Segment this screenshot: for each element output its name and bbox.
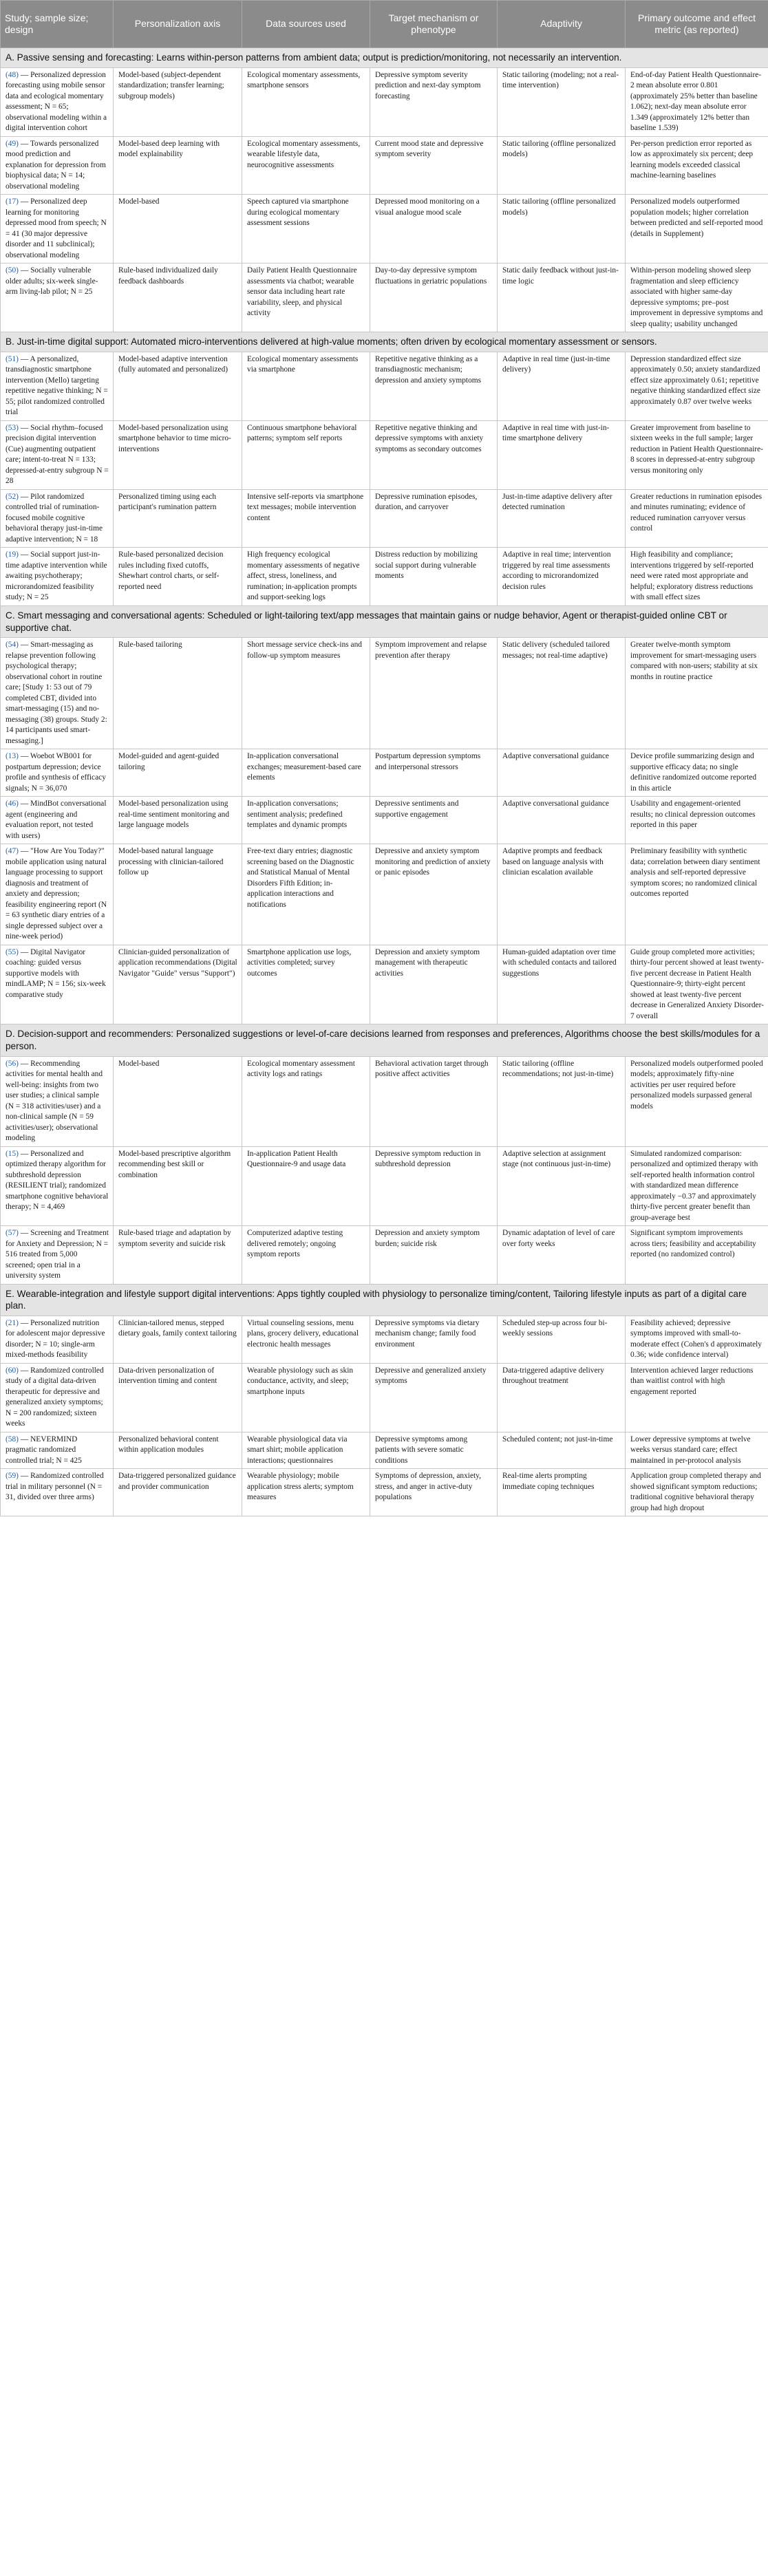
reference-link[interactable]: (19) — [6, 550, 19, 559]
target-mechanism-cell: Depressive rumination episodes, duration, and carryover — [370, 489, 498, 548]
reference-link[interactable]: (56) — [6, 1059, 19, 1068]
target-mechanism-cell: Symptoms of depression, anxiety, stress, and anger in active-duty populations — [370, 1469, 498, 1516]
study-cell — [1, 195, 114, 264]
target-mechanism-cell: Depressive symptom reduction in subthreshold depression — [370, 1146, 498, 1226]
table-row — [1, 638, 768, 749]
table-row — [1, 1146, 768, 1226]
reference-link[interactable]: (60) — [6, 1366, 19, 1375]
personalization-axis-cell: Rule-based triage and adaptation by symptom severity and suicide risk — [114, 1226, 242, 1285]
data-sources-cell: Wearable physiology such as skin conductance, activity, and sleep; smartphone inputs — [242, 1363, 370, 1432]
table-header — [1, 1, 768, 48]
personalization-axis-cell: Model-based natural language processing with clinician-tailored follow up — [114, 844, 242, 945]
study-description: — Social rhythm–focused precision digital intervention (Cue) augmenting outpatient care; intent-to-treat N = 133; depressed-at-entry subgroup N = 28 — [6, 423, 109, 486]
data-sources-cell: Free-text diary entries; diagnostic screening based on the Diagnostic and Statistical Manual of Mental Disorders Fifth Edition; in-application interactions and notifications — [242, 844, 370, 945]
adaptivity-cell: Static tailoring (offline personalized models) — [498, 136, 626, 195]
section-header-row — [1, 48, 768, 68]
header-target-mechanism: Target mechanism or phenotype — [370, 1, 498, 48]
data-sources-cell: Ecological momentary assessments, wearable lifestyle data, neurocognitive assessments — [242, 136, 370, 195]
target-mechanism-cell: Depressive and anxiety symptom monitoring and prediction of anxiety or panic episodes — [370, 844, 498, 945]
section-header-row — [1, 1284, 768, 1316]
header-primary-outcome: Primary outcome and effect metric (as reported) — [626, 1, 768, 48]
target-mechanism-cell: Day-to-day depressive symptom fluctuations in geriatric populations — [370, 264, 498, 332]
section-header-row — [1, 1024, 768, 1056]
primary-outcome-cell: Application group completed therapy and showed significant symptom reductions; traditional cognitive behavioral therapy group had high dropout — [626, 1469, 768, 1516]
table-row — [1, 1316, 768, 1363]
data-sources-cell: Virtual counseling sessions, menu plans, grocery delivery, educational electronic health messages — [242, 1316, 370, 1363]
study-cell — [1, 67, 114, 136]
target-mechanism-cell: Symptom improvement and relapse prevention after therapy — [370, 638, 498, 749]
target-mechanism-cell: Postpartum depression symptoms and interpersonal stressors — [370, 749, 498, 797]
study-description: — NEVERMIND pragmatic randomized controlled trial; N = 425 — [6, 1435, 82, 1465]
reference-link[interactable]: (51) — [6, 354, 19, 363]
study-cell — [1, 1146, 114, 1226]
personalization-axis-cell: Data-driven personalization of intervention timing and content — [114, 1363, 242, 1432]
reference-link[interactable]: (13) — [6, 752, 19, 761]
personalization-axis-cell: Personalized timing using each participant's rumination pattern — [114, 489, 242, 548]
study-cell — [1, 1056, 114, 1146]
personalization-axis-cell: Rule-based personalized decision rules including fixed cutoffs, Shewhart control charts, or self-reported need — [114, 548, 242, 606]
section-header-row — [1, 605, 768, 637]
study-cell — [1, 638, 114, 749]
reference-link[interactable]: (21) — [6, 1318, 19, 1327]
primary-outcome-cell: Per-person prediction error reported as low as approximately six percent; deep learning models exceeded classical machine-learning baselines — [626, 136, 768, 195]
personalization-axis-cell: Model-based — [114, 1056, 242, 1146]
personalization-axis-cell: Model-based personalization using real-time sentiment monitoring and large language models — [114, 797, 242, 844]
table-row — [1, 844, 768, 945]
study-description: — Digital Navigator coaching: guided versus supportive models with mindLAMP; N = 156; six-week comparative study — [6, 947, 106, 999]
study-description: — Social support just-in-time adaptive intervention while awaiting psychotherapy; microrandomized feasibility study; N = 25 — [6, 550, 107, 602]
adaptivity-cell: Adaptive conversational guidance — [498, 749, 626, 797]
data-sources-cell: Wearable physiological data via smart shirt; mobile application interactions; questionnaires — [242, 1432, 370, 1469]
personalization-axis-cell: Rule-based individualized daily feedback dashboards — [114, 264, 242, 332]
primary-outcome-cell: Personalized models outperformed population models; higher correlation between predicted and self-reported mood (details in Supplement) — [626, 195, 768, 264]
study-description: — Smart-messaging as relapse prevention following psychological therapy; observational cohort in routine care; [Study 1: 53 out of 79 completed CBT, divided into smart-messaging (15) and no-messaging (38) groups. Study 2: 14 participants used smart-messaging.] — [6, 641, 107, 745]
study-description: — Recommending activities for mental health and well-being: insights from two user studies; a clinical sample (N = 318 activities/user) and a non-clinical sample (N = 59 activities/user); observational modeling — [6, 1059, 103, 1143]
primary-outcome-cell: Feasibility achieved; depressive symptoms improved with small-to-moderate effect (Cohen's d approximately 0.36; wide confidence interval) — [626, 1316, 768, 1363]
primary-outcome-cell: Greater twelve-month symptom improvement for smart-messaging users compared with non-users; stability at six months in routine practice — [626, 638, 768, 749]
table-row — [1, 945, 768, 1024]
data-sources-cell: Short message service check-ins and follow-up symptom measures — [242, 638, 370, 749]
personalization-axis-cell: Clinician-guided personalization of application recommendations (Digital Navigator "Guide" versus "Support") — [114, 945, 242, 1024]
primary-outcome-cell: Depression standardized effect size approximately 0.50; anxiety standardized effect size approximately 0.61; repetitive negative thinking standardized effect size approximately 0.87 over twelve weeks — [626, 352, 768, 420]
target-mechanism-cell: Depressive sentiments and supportive engagement — [370, 797, 498, 844]
personalization-axis-cell: Model-guided and agent-guided tailoring — [114, 749, 242, 797]
adaptivity-cell: Scheduled content; not just-in-time — [498, 1432, 626, 1469]
target-mechanism-cell: Depression and anxiety symptom burden; suicide risk — [370, 1226, 498, 1285]
adaptivity-cell: Adaptive conversational guidance — [498, 797, 626, 844]
table-row — [1, 1056, 768, 1146]
study-cell — [1, 420, 114, 489]
primary-outcome-cell: Significant symptom improvements across tiers; feasibility and acceptability reported (no randomized control) — [626, 1226, 768, 1285]
section-title: C. Smart messaging and conversational agents: Scheduled or light-tailoring text/app messages that maintain gains or nudge behavior, Agent or therapist-guided online CBT or supportive chat. — [1, 605, 768, 637]
personalization-axis-cell: Model-based adaptive intervention (fully automated and personalized) — [114, 352, 242, 420]
data-sources-cell: Ecological momentary assessments via smartphone — [242, 352, 370, 420]
table-row — [1, 195, 768, 264]
table-row — [1, 136, 768, 195]
target-mechanism-cell: Depressive symptom severity prediction and next-day symptom forecasting — [370, 67, 498, 136]
header-row — [1, 1, 768, 48]
study-cell — [1, 1432, 114, 1469]
target-mechanism-cell: Depressive and generalized anxiety symptoms — [370, 1363, 498, 1432]
study-description: — Screening and Treatment for Anxiety and Depression; N = 516 treated from 5,000 screened; open trial in a university system — [6, 1229, 109, 1280]
table-row — [1, 264, 768, 332]
primary-outcome-cell: Intervention achieved larger reductions than waitlist control with high engagement reported — [626, 1363, 768, 1432]
section-title: B. Just-in-time digital support: Automated micro-interventions delivered at high-value moments; often driven by ecological momentary assessment or sensors. — [1, 332, 768, 352]
table-row — [1, 548, 768, 606]
table-body — [1, 48, 768, 1516]
section-title: A. Passive sensing and forecasting: Learns within-person patterns from ambient data; output is prediction/monitoring, not necessarily an intervention. — [1, 48, 768, 68]
primary-outcome-cell: Greater reductions in rumination episodes and minutes ruminating; evidence of reduced rumination carryover versus control — [626, 489, 768, 548]
personalization-axis-cell: Model-based (subject-dependent standardization; transfer learning; subgroup models) — [114, 67, 242, 136]
reference-link[interactable]: (47) — [6, 847, 19, 856]
target-mechanism-cell: Behavioral activation target through positive affect activities — [370, 1056, 498, 1146]
adaptivity-cell: Static tailoring (offline recommendations; not just-in-time) — [498, 1056, 626, 1146]
section-header-row — [1, 332, 768, 352]
data-sources-cell: Wearable physiology; mobile application stress alerts; symptom measures — [242, 1469, 370, 1516]
study-description: — A personalized, transdiagnostic smartphone intervention (Mello) targeting repetitive negative thinking; N = 55; pilot randomized controlled trial — [6, 354, 108, 417]
reference-link[interactable]: (48) — [6, 70, 19, 79]
study-description: — Randomized controlled trial in military personnel (N = 31, divided over three arms) — [6, 1472, 104, 1502]
adaptivity-cell: Adaptive in real time with just-in-time smartphone delivery — [498, 420, 626, 489]
personalization-axis-cell: Clinician-tailored menus, stepped dietary goals, family context tailoring — [114, 1316, 242, 1363]
reference-link[interactable]: (46) — [6, 799, 19, 808]
adaptivity-cell: Static delivery (scheduled tailored messages; not real-time adaptive) — [498, 638, 626, 749]
reference-link[interactable]: (55) — [6, 947, 19, 956]
study-cell — [1, 844, 114, 945]
study-cell — [1, 1226, 114, 1285]
study-cell — [1, 1469, 114, 1516]
data-sources-cell: In-application Patient Health Questionnaire-9 and usage data — [242, 1146, 370, 1226]
study-cell — [1, 797, 114, 844]
target-mechanism-cell: Depressed mood monitoring on a visual analogue mood scale — [370, 195, 498, 264]
reference-link[interactable]: (54) — [6, 641, 19, 650]
table-row — [1, 749, 768, 797]
target-mechanism-cell: Current mood state and depressive symptom severity — [370, 136, 498, 195]
personalization-axis-cell: Model-based deep learning with model explainability — [114, 136, 242, 195]
study-cell — [1, 1363, 114, 1432]
adaptivity-cell: Static tailoring (modeling; not a real-time intervention) — [498, 67, 626, 136]
primary-outcome-cell: Usability and engagement-oriented results; no clinical depression outcomes reported in this paper — [626, 797, 768, 844]
data-sources-cell: Smartphone application use logs, activities completed; survey outcomes — [242, 945, 370, 1024]
data-sources-cell: Ecological momentary assessment activity logs and ratings — [242, 1056, 370, 1146]
primary-outcome-cell: Personalized models outperformed pooled models; approximately fifty-nine activities per user required before personalized models surpassed general models — [626, 1056, 768, 1146]
adaptivity-cell: Static daily feedback without just-in-time logic — [498, 264, 626, 332]
primary-outcome-cell: Preliminary feasibility with synthetic data; correlation between diary sentiment analysis and self-reported depressive symptom scores; no randomized clinical outcomes reported — [626, 844, 768, 945]
reference-link[interactable]: (59) — [6, 1472, 19, 1481]
adaptivity-cell: Adaptive selection at assignment stage (not continuous just-in-time) — [498, 1146, 626, 1226]
reference-link[interactable]: (50) — [6, 266, 19, 275]
reference-link[interactable]: (52) — [6, 492, 19, 501]
primary-outcome-cell: High feasibility and compliance; interventions triggered by self-reported need were rated most appropriate and helpful; exploratory distress reductions with small effect sizes — [626, 548, 768, 606]
data-sources-cell: Daily Patient Health Questionnaire assessments via chatbot; wearable sensor data including heart rate variability, sleep, and physical activity — [242, 264, 370, 332]
adaptivity-cell: Adaptive in real time; intervention triggered by real time assessments according to microrandomized decision rules — [498, 548, 626, 606]
header-personalization-axis: Personalization axis — [114, 1, 242, 48]
header-adaptivity: Adaptivity — [498, 1, 626, 48]
data-sources-cell: High frequency ecological momentary assessments of negative affect, stress, loneliness, and rumination; in-application prompts and support-seeking logs — [242, 548, 370, 606]
table-row — [1, 1363, 768, 1432]
study-description: — "How Are You Today?" mobile application using natural language processing to support diagnosis and treatment of anxiety and depression; feasibility engineering report (N = 63 synthetic diary entries of a single depressed subject over a nine-week period) — [6, 847, 107, 941]
adaptivity-cell: Real-time alerts prompting immediate coping techniques — [498, 1469, 626, 1516]
table-row — [1, 1469, 768, 1516]
target-mechanism-cell: Depressive symptoms among patients with severe somatic conditions — [370, 1432, 498, 1469]
table-row — [1, 352, 768, 420]
adaptivity-cell: Scheduled step-up across four bi-weekly sessions — [498, 1316, 626, 1363]
study-cell — [1, 489, 114, 548]
personalization-axis-cell: Data-triggered personalized guidance and provider communication — [114, 1469, 242, 1516]
target-mechanism-cell: Depressive symptoms via dietary mechanism change; family food environment — [370, 1316, 498, 1363]
header-study: Study; sample size; design — [1, 1, 114, 48]
reference-link[interactable]: (15) — [6, 1149, 19, 1158]
reference-link[interactable]: (58) — [6, 1435, 19, 1443]
adaptivity-cell: Adaptive in real time (just-in-time delivery) — [498, 352, 626, 420]
personalization-axis-cell: Model-based personalization using smartphone behavior to time micro-interventions — [114, 420, 242, 489]
target-mechanism-cell: Repetitive negative thinking as a transdiagnostic mechanism; depression and anxiety symptoms — [370, 352, 498, 420]
study-description: — Pilot randomized controlled trial of rumination-focused mobile cognitive behavioral therapy just-in-time adaptive intervention; N = 18 — [6, 492, 103, 544]
target-mechanism-cell: Repetitive negative thinking and depressive symptoms with anxiety symptoms as secondary outcomes — [370, 420, 498, 489]
personalization-axis-cell: Model-based — [114, 195, 242, 264]
adaptivity-cell: Dynamic adaptation of level of care over forty weeks — [498, 1226, 626, 1285]
reference-link[interactable]: (57) — [6, 1229, 19, 1238]
data-sources-cell: Continuous smartphone behavioral patterns; symptom self reports — [242, 420, 370, 489]
study-description: — Personalized deep learning for monitoring depressed mood from speech; N = 41 (30 major depressive disorder and 11 subclinical); observational modeling — [6, 197, 107, 259]
section-title: D. Decision-support and recommenders: Personalized suggestions or level-of-care decisions learned from responses and preferences, Algorithms choose the best skills/modules for a person. — [1, 1024, 768, 1056]
primary-outcome-cell: Guide group completed more activities; thirty-four percent showed at least twenty-five percent decrease in Patient Health Questionnaire-9; thirty-eight percent showed at least twenty-five percent decrease in Generalized Anxiety Disorder-7 overall — [626, 945, 768, 1024]
study-description: — Towards personalized mood prediction and explanation for depression from biophysical data; N = 14; observational modeling — [6, 139, 106, 191]
table-row — [1, 489, 768, 548]
primary-outcome-cell: Lower depressive symptoms at twelve weeks versus standard care; effect maintained in per-protocol analysis — [626, 1432, 768, 1469]
personalization-axis-cell: Model-based prescriptive algorithm recommending best skill or combination — [114, 1146, 242, 1226]
target-mechanism-cell: Depression and anxiety symptom management with therapeutic activities — [370, 945, 498, 1024]
study-description: — Woebot WB001 for postpartum depression; device profile and synthesis of efficacy signals; N = 36,070 — [6, 752, 106, 793]
adaptivity-cell: Adaptive prompts and feedback based on language analysis with clinician escalation available — [498, 844, 626, 945]
data-sources-cell: Speech captured via smartphone during ecological momentary assessment sessions — [242, 195, 370, 264]
data-sources-cell: Computerized adaptive testing delivered remotely; ongoing symptom reports — [242, 1226, 370, 1285]
data-sources-cell: In-application conversations; sentiment analysis; predefined templates and dynamic prompts — [242, 797, 370, 844]
table-row — [1, 420, 768, 489]
study-cell — [1, 945, 114, 1024]
data-sources-cell: Ecological momentary assessments, smartphone sensors — [242, 67, 370, 136]
section-title: E. Wearable-integration and lifestyle support digital interventions: Apps tightly coupled with physiology to personalize timing/content, Tailoring lifestyle inputs as part of a digital care plan. — [1, 1284, 768, 1316]
study-cell — [1, 1316, 114, 1363]
reference-link[interactable]: (49) — [6, 139, 19, 148]
study-cell — [1, 136, 114, 195]
table-row — [1, 1432, 768, 1469]
personalization-axis-cell: Personalized behavioral content within application modules — [114, 1432, 242, 1469]
table-row — [1, 67, 768, 136]
primary-outcome-cell: Device profile summarizing design and supportive efficacy data; no single definitive randomized outcome reported in this article — [626, 749, 768, 797]
study-cell — [1, 264, 114, 332]
study-cell — [1, 749, 114, 797]
study-description: — Randomized controlled study of a digital data-driven therapeutic for depressive and generalized anxiety symptoms; N = 200 randomized; sixteen weeks — [6, 1366, 104, 1428]
adaptivity-cell: Just-in-time adaptive delivery after detected rumination — [498, 489, 626, 548]
study-cell — [1, 352, 114, 420]
primary-outcome-cell: End-of-day Patient Health Questionnaire-2 mean absolute error 0.801 (approximately 25% better than baseline 1.062); next-day mean absolute error 1.349 (approximately 12% better than baseline 1.539) — [626, 67, 768, 136]
data-sources-cell: In-application conversational exchanges; measurement-based care elements — [242, 749, 370, 797]
study-description: — Personalized nutrition for adolescent major depressive disorder; N = 10; single-arm mixed-methods feasibility — [6, 1318, 105, 1360]
data-sources-cell: Intensive self-reports via smartphone text messages; mobile intervention content — [242, 489, 370, 548]
personalization-axis-cell: Rule-based tailoring — [114, 638, 242, 749]
study-description: — Socially vulnerable older adults; six-week single-arm living-lab pilot; N = 25 — [6, 266, 98, 297]
adaptivity-cell: Data-triggered adaptive delivery throughout treatment — [498, 1363, 626, 1432]
adaptivity-cell: Human-guided adaptation over time with scheduled contacts and tailored suggestions — [498, 945, 626, 1024]
primary-outcome-cell: Simulated randomized comparison: personalized and optimized therapy with self-reported health information control with standardized mean difference approximately −0.37 and approximately thirty-five percent greater benefit than group-average best — [626, 1146, 768, 1226]
target-mechanism-cell: Distress reduction by mobilizing social support during vulnerable moments — [370, 548, 498, 606]
study-description: — MindBot conversational agent (engineering and evaluation report, not tested with users) — [6, 799, 107, 840]
study-cell — [1, 548, 114, 606]
study-description: — Personalized and optimized therapy algorithm for subthreshold depression (RESILIENT trial); randomized smartphone cognitive behavioral therapy; N = 4,469 — [6, 1149, 109, 1212]
primary-outcome-cell: Within-person modeling showed sleep fragmentation and sleep efficiency associated with higher same-day depressive symptoms; pre–post improvement in depressive symptoms and sleep quality; usability unchanged — [626, 264, 768, 332]
adaptivity-cell: Static tailoring (offline personalized models) — [498, 195, 626, 264]
primary-outcome-cell: Greater improvement from baseline to sixteen weeks in the full sample; larger reduction in Patient Health Questionnaire-8 scores in depressed-at-entry subgroup versus monitoring only — [626, 420, 768, 489]
table-row — [1, 1226, 768, 1285]
reference-link[interactable]: (53) — [6, 423, 19, 432]
header-data-sources: Data sources used — [242, 1, 370, 48]
table-row — [1, 797, 768, 844]
reference-link[interactable]: (17) — [6, 197, 19, 206]
study-description: — Personalized depression forecasting using mobile sensor data and ecological momentary assessment; N = 65; observational modeling within a digital intervention cohort — [6, 70, 107, 133]
